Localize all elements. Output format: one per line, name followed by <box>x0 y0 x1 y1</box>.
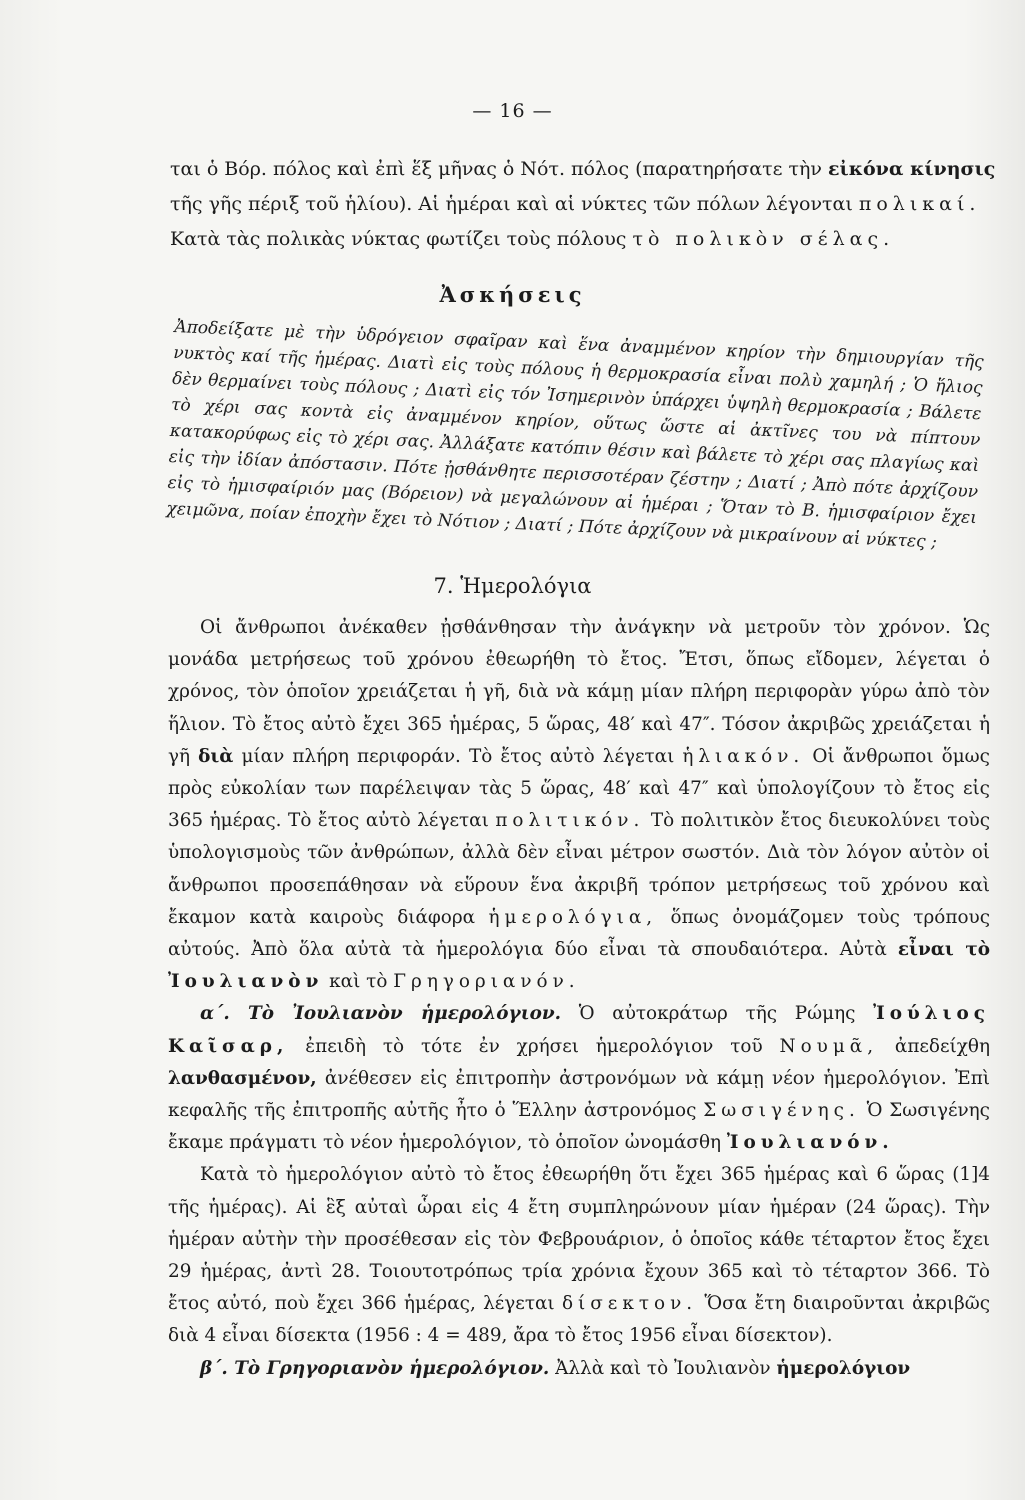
text-run: Τὸ πολιτικὸν ἔτος διευκολύνει τοὺς ὑπολογισμοὺς τῶν ἀνθρώπων, ἀλλὰ δὲν εἶναι μέτρον σωστόν. Διὰ τὸν λόγον αὐτὸν οἱ ἄνθρωποι προσεπάθησαν νὰ εὕρουν ἕνα ἀκριβῆ τρόπον μετρήσεως τοῦ χρόνου καὶ ἔκαμον κατὰ καιροὺς διάφορα <box>168 810 990 928</box>
text-run: Οἱ ἄνθρωποι ἀνέκαθεν ᾐσθάνθησαν τὴν ἀνάγκην νὰ μετροῦν τὸν χρόνον. Ὡς μονάδα μετρήσεως τοῦ χρόνου ἐθεωρήθη τὸ ἔτος. Ἔτσι, ὅπως εἴδομεν, λέγεται ὁ χρόνος, τὸν ὁποῖον χρειάζεται ἡ γῆ, διὰ νὰ κάμῃ μίαν πλήρη περιφορὰν γύρω ἀπὸ τὸν ἥλιον. Τὸ ἔτος αὐτὸ ἔχει 365 ἡμέρας, 5 ὥρας, 48′ καὶ 47″. Τόσον ἀκριβῶς χρειάζεται ἡ γῆ <box>168 617 990 767</box>
text-run: Ἀλλὰ καὶ τὸ Ἰουλιανὸν <box>549 1357 777 1379</box>
text-run: ὅπως ὀνομάζομεν τοὺς τρόπους αὐτούς. Ἀπὸ ὅλα αὐτὰ τὰ ἡμερολόγια δύο εἶναι τὰ σπουδαιότερα. Αὐτὰ <box>168 906 991 961</box>
text-run: εἶναι τὸ <box>897 939 991 961</box>
text-run: λανθασμένον, <box>168 1067 317 1089</box>
paragraph-calendars-intro <box>168 612 990 998</box>
term-gregorian: Γρηγοριανόν. <box>393 971 580 993</box>
text-run: διὰ <box>198 745 234 767</box>
text-run: Ὁ αὐτοκράτωρ τῆς Ρώμης <box>561 1003 874 1025</box>
text-run: Ὁ Σωσιγένης ἔκαμε πράγματι τὸ νέον ἡμερολόγιον, τὸ ὁποῖον ὠνομάσθη <box>168 1100 990 1154</box>
text-run: Ὅσα ἔτη διαιροῦνται ἀκριβῶς διὰ 4 εἶναι δίσεκτα (1956 : 4 = 489, ἄρα τὸ ἔτος 1956 εἶναι δίσεκτον). <box>168 1293 990 1347</box>
text-run: ται ὁ Βόρ. πόλος καὶ ἐπὶ ἕξ μῆνας ὁ Νότ. πόλος (παρατηρήσατε τὴν <box>170 158 828 180</box>
text-run: Κατὰ τὰς πολικὰς νύκτας φωτίζει τοὺς πόλους <box>170 228 633 250</box>
term-polar: πολικαί. <box>858 193 981 215</box>
exercises-text: Ἀποδείξατε μὲ τὴν ὑδρόγειον σφαῖραν καὶ ἕνα ἀναμμένον κηρίον τὴν δημιουργίαν τῆς νυκτὸς καί τῆς ἡμέρας. Διατὶ εἰς τοὺς πόλους ἡ θερμοκρασία εἶναι πολὺ χαμηλή ; Ὁ ἥλιος δὲν θερμαίνει τοὺς πόλους ; Διατὶ εἰς τόν Ἰσημερινὸν ὑπάρχει ὑψηλὴ θερμοκρασία ; Βάλετε τὸ χέρι σας κοντὰ εἰς ἀναμμένον κηρίον, οὕτως ὥστε αἱ ἀκτῖνες του νὰ πίπτουν κατακορύφως εἰς τὸ χέρι σας. Ἀλλάξατε κατόπιν θέσιν καὶ βάλετε τὸ χέρι σας πλαγίως καὶ εἰς τὴν ἰδίαν ἀπόστασιν. Πότε ᾐσθάνθητε περισσοτέραν ζέστην ; Διατί ; Ἀπὸ πότε ἀρχίζουν εἰς τὸ ἡμισφαίριόν μας (Βόρειον) νὰ μεγαλώνουν αἱ ἡμέραι ; Ὅταν τὸ Β. ἡμισφαίριον ἔχει χειμῶνα, ποίαν ἐποχὴν ἔχει τὸ Νότιον ; Διατί ; Πότε ἀρχίζουν νὰ μικραίνουν αἱ νύκτες ; <box>166 316 985 553</box>
section-heading: 7. Ἡμερολόγια <box>433 574 592 598</box>
subheading-gregorian: β΄. Τὸ Γρηγοριανὸν ἡμερολόγιον. <box>200 1357 550 1379</box>
figure-reference: εἰκόνα κίνησις <box>828 158 996 180</box>
text-run: Κατὰ τὸ ἡμερολόγιον αὐτὸ τὸ ἔτος ἐθεωρήθη ὅτι ἔχει 365 ἡμέρας καὶ 6 ὥρας (1]4 τῆς ἡμέρας). Αἱ ἓξ αὐταὶ ὧραι εἰς 4 ἔτη συμπληρώνουν μίαν ἡμέραν (24 ὥρας). Τὴν ἡμέραν αὐτὴν τὴν προσέθεσαν εἰς τὸν Φεβρουάριον, ὁ ὁποῖος κάθε τέταρτον ἔτος ἔχει 29 ἡμέρας, ἀντὶ 28. Τοιουτοτρόπως τρία χρόνια ἔχουν 365 καὶ τὸ τέταρτον 366. Τὸ ἔτος αὐτό, ποὺ ἔχει 366 ἡμέρας, λέγεται <box>168 1164 990 1315</box>
page-number: — 16 — <box>472 100 553 122</box>
body-text <box>168 612 990 1385</box>
text-run: μίαν πλήρη περιφοράν. Τὸ ἔτος αὐτὸ λέγεται <box>233 745 683 767</box>
paragraph-leap-year <box>168 1159 990 1352</box>
subheading-julian: α΄. Τὸ Ἰουλιανὸν ἡμερολόγιον. <box>200 1003 562 1025</box>
term-julian: Ἰουλιανόν. <box>726 1132 894 1154</box>
term-aurora: τὸ πολικὸν σέλας. <box>632 228 895 250</box>
name-sosigenes: Σωσιγένης. <box>703 1100 860 1122</box>
term-calendars: ἡμερολόγια, <box>488 906 658 928</box>
text-run: ἀνέθεσεν εἰς ἐπιτροπὴν ἀστρονόμων νὰ κάμῃ νέον ἡμερολόγιον. Ἐπὶ κεφαλῆς τῆς ἐπιτροπῆς αὐτῆς ἦτο ὁ Ἕλλην ἀστρονόμος <box>168 1067 990 1122</box>
term-julian: Ἰουλιανὸν <box>168 971 324 993</box>
name-numa: Νουμᾶ, <box>779 1035 879 1057</box>
intro-paragraph <box>170 152 1005 257</box>
text-run: τῆς γῆς πέριξ τοῦ ἡλίου). Αἱ ἡμέραι καὶ αἱ νύκτες τῶν πόλων λέγονται <box>170 193 859 215</box>
text-run: Οἱ ἄνθρωποι ὅμως πρὸς εὐκολίαν των παρέλειψαν τὰς 5 ὥρας, 48′ καὶ 47″ καὶ ὑπολογίζουν τὸ ἔτος εἰς 365 ἡμέρας. Τὸ ἔτος αὐτὸ λέγεται <box>168 745 990 832</box>
text-run: ἐπειδὴ τὸ τότε ἐν χρήσει ἡμερολόγιον τοῦ <box>288 1035 780 1057</box>
text-run: καὶ τὸ <box>323 971 394 993</box>
paragraph-julian <box>168 998 990 1159</box>
term-leap-year: δίσεκτον. <box>561 1293 698 1315</box>
paragraph-gregorian <box>168 1353 990 1385</box>
exercises-heading: Ἀσκήσεις <box>439 282 586 307</box>
term-solar: ἡλιακόν. <box>682 745 805 767</box>
text-run: ἀπεδείχθη <box>878 1035 990 1057</box>
name-julius-caesar: Ἰούλιος Καῖσαρ, <box>168 1003 991 1057</box>
text-run: ἡμερολόγιον <box>776 1357 911 1379</box>
term-civil: πολιτικόν. <box>495 810 645 832</box>
